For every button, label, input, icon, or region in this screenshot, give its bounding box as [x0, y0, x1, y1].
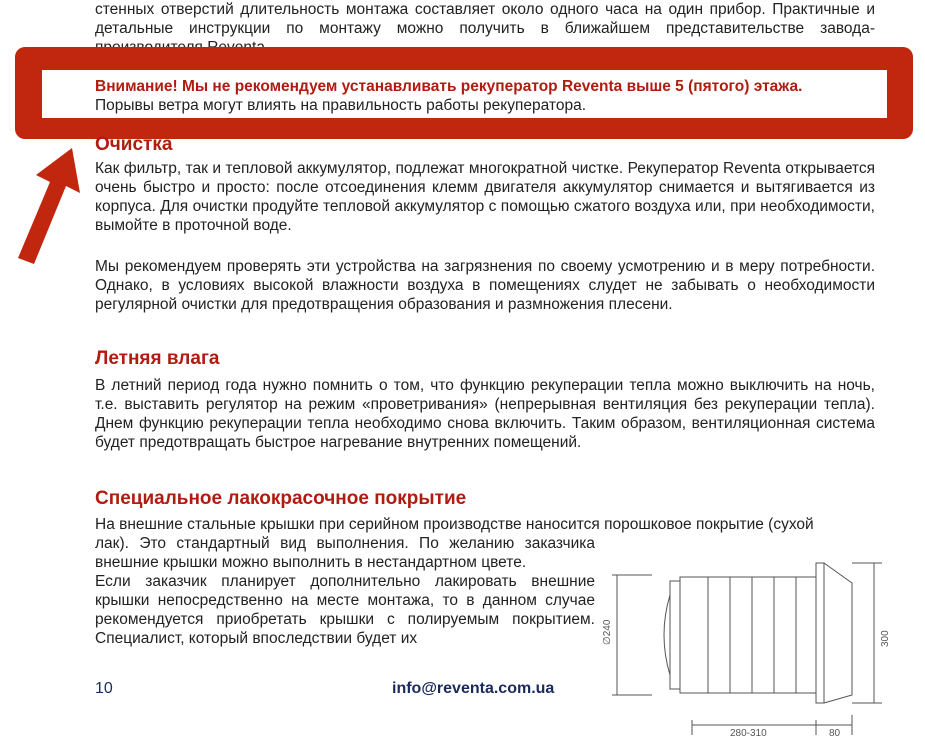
dimension-length: 280-310: [730, 728, 767, 739]
cleaning-paragraph-2: Мы рекомендуем проверять эти устройства на загрязнения по своему усмотрению и в меру потребности. Однако, в условиях высокой влажности воздуха в помещениях слудет не забывать о необходимости регулярной очистки для предотвращения образования и размножения плесени.: [95, 258, 875, 313]
dimension-diameter: ∅240: [602, 619, 613, 645]
page-number: 10: [95, 680, 113, 697]
summer-paragraph: В летний период года нужно помнить о том, что функцию рекуперации тепла можно выключить на ночь, т.е. выставить регулятор на режим «проветривания» (непрерывная вентиляция без рекуперации тепла). Днем функцию рекуперации тепла необходимо снова включить. Таким образом, вентиляционная система будет предотвращать быстрое нагревание внутренних помещений.: [95, 377, 875, 451]
cleaning-paragraph-1: Как фильтр, так и тепловой аккумулятор, подлежат многократной чистке. Рекуператор Reventa открывается очень быстро и просто: после отсоединения клемм двигателя аккумулятор снимается и вытягивается из корпуса. Для очистки продуйте тепловой аккумулятор с помощью сжатого воздуха или, при необходимости, вымойте в проточной воде.: [95, 160, 875, 234]
warning-note: Порывы ветра могут влиять на правильность работы рекуператора.: [95, 97, 586, 114]
heading-special-coating: Специальное лакокрасочное покрытие: [95, 488, 467, 509]
coating-paragraph-2: Если заказчик планирует дополнительно лакировать внешние крышки непосредственно на месте монтажа, то в данном случае рекомендуется приобретать крышки с полируемым покрытием. Специалист, который впоследствии будет их: [95, 573, 595, 647]
warning-callout-text: [95, 77, 885, 115]
dimension-height: 300: [880, 630, 891, 647]
recuperator-technical-drawing: [602, 555, 912, 743]
coating-paragraph-1: лак). Это стандартный вид выполнения. По желанию заказчика внешние крышки можно выполнить в нестандартном цвете.: [95, 535, 595, 571]
dimension-depth: 80: [829, 728, 841, 739]
coating-paragraph-first-line: На внешние стальные крышки при серийном производстве наносится порошковое покрытие (сухой: [95, 516, 814, 533]
warning-text: Внимание! Мы не рекомендуем устанавливать рекуператор Reventa выше 5 (пятого) этажа.: [95, 78, 803, 95]
footer-email[interactable]: info@reventa.com.ua: [392, 680, 555, 697]
heading-cleaning: Очистка: [95, 134, 173, 155]
heading-summer-moisture: Летняя влага: [95, 348, 220, 369]
top-paragraph: стенных отверстий длительность монтажа составляет около одного часа на один прибор. Практичные и детальные инструкции по монтажу можно получить в ближайшем представительстве завода-: [95, 1, 875, 37]
